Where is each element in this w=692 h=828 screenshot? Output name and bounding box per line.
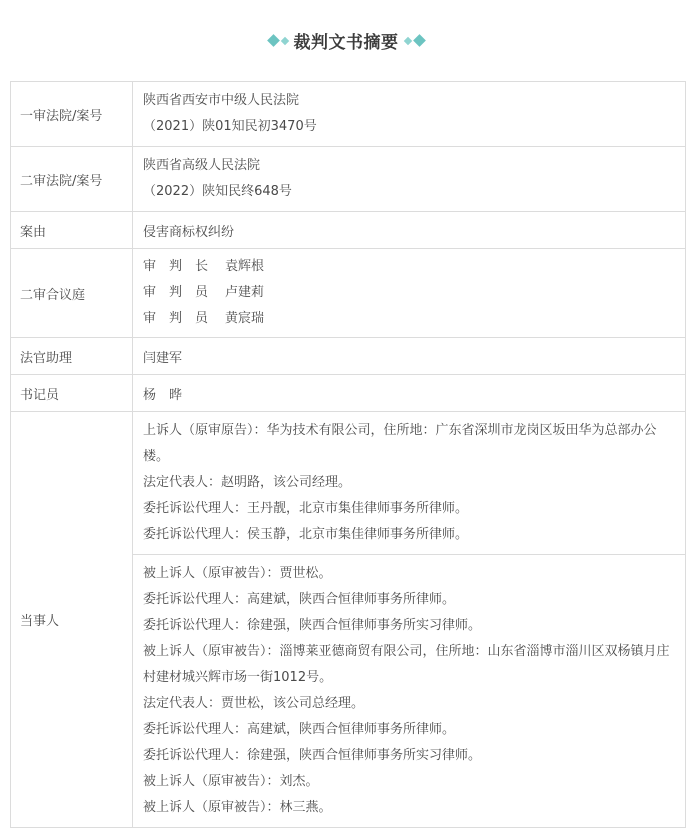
appellant-block [133, 412, 685, 554]
panel-member [143, 254, 685, 280]
party-line: 委托诉讼代理人：高建斌，陕西合恒律师事务所律师。 [143, 722, 456, 737]
table-row [11, 338, 686, 375]
table-row [11, 412, 686, 828]
table-row [11, 82, 686, 147]
second-instance-court: 陕西省高级人民法院 [143, 158, 261, 173]
first-instance-value [133, 82, 686, 147]
party-line: 被上诉人（原审被告）：刘杰。 [143, 774, 319, 789]
second-instance-case-number: （2022）陕知民终648号 [143, 184, 292, 199]
panel-member-role: 审 判 员 [143, 311, 209, 326]
party-line: 被上诉人（原审被告）：贾世松。 [143, 566, 332, 581]
first-instance-court: 陕西省西安市中级人民法院 [143, 93, 300, 108]
table-row [11, 212, 686, 249]
panel-member-role: 审 判 员 [143, 285, 209, 300]
table-row [11, 147, 686, 212]
row-label-first-instance: 一审法院/案号 [11, 82, 133, 147]
row-label-assistant: 法官助理 [11, 338, 133, 375]
panel-member-name: 黄宸瑞 [225, 311, 265, 326]
appellee-block [133, 554, 685, 827]
row-label-cause: 案由 [11, 212, 133, 249]
panel-value [133, 249, 686, 338]
panel-member-name: 卢建莉 [225, 285, 265, 300]
party-line: 上诉人（原审原告）：华为技术有限公司，住所地：广东省深圳市龙岗区坂田华为总部办公楼。 [143, 423, 657, 464]
parties-value [133, 412, 686, 828]
judgment-summary-table [10, 81, 686, 828]
party-line: 法定代表人：贾世松，该公司总经理。 [143, 696, 365, 711]
panel-member [143, 306, 685, 332]
right-diamond-ornament-icon [405, 36, 424, 45]
panel-member-role: 审 判 长 [143, 259, 209, 274]
party-line: 委托诉讼代理人：侯玉静，北京市集佳律师事务所律师。 [143, 527, 469, 542]
panel-member-name: 袁辉根 [225, 259, 265, 274]
first-instance-case-number: （2021）陕01知民初3470号 [143, 119, 317, 134]
party-line: 法定代表人：赵明路，该公司经理。 [143, 475, 352, 490]
page-title: 裁判文书摘要 [293, 33, 399, 53]
party-line: 委托诉讼代理人：高建斌，陕西合恒律师事务所律师。 [143, 592, 456, 607]
row-label-parties: 当事人 [11, 412, 133, 828]
table-row [11, 249, 686, 338]
row-label-second-instance: 二审法院/案号 [11, 147, 133, 212]
clerk-value: 杨 晔 [133, 375, 686, 412]
party-line: 委托诉讼代理人：徐建强，陕西合恒律师事务所实习律师。 [143, 618, 482, 633]
assistant-value: 闫建军 [133, 338, 686, 375]
row-label-clerk: 书记员 [11, 375, 133, 412]
party-line: 被上诉人（原审被告）：林三燕。 [143, 800, 332, 815]
summary-header [0, 0, 692, 80]
table-row [11, 375, 686, 412]
panel-member [143, 280, 685, 306]
party-line: 被上诉人（原审被告）：淄博莱亚德商贸有限公司，住所地：山东省淄博市淄川区双杨镇月庄村建材城兴辉市场一街1012号。 [143, 644, 670, 685]
party-line: 委托诉讼代理人：徐建强，陕西合恒律师事务所实习律师。 [143, 748, 482, 763]
second-instance-value [133, 147, 686, 212]
row-label-panel: 二审合议庭 [11, 249, 133, 338]
party-line: 委托诉讼代理人：王丹靓，北京市集佳律师事务所律师。 [143, 501, 469, 516]
left-diamond-ornament-icon [269, 36, 288, 45]
cause-value: 侵害商标权纠纷 [133, 212, 686, 249]
